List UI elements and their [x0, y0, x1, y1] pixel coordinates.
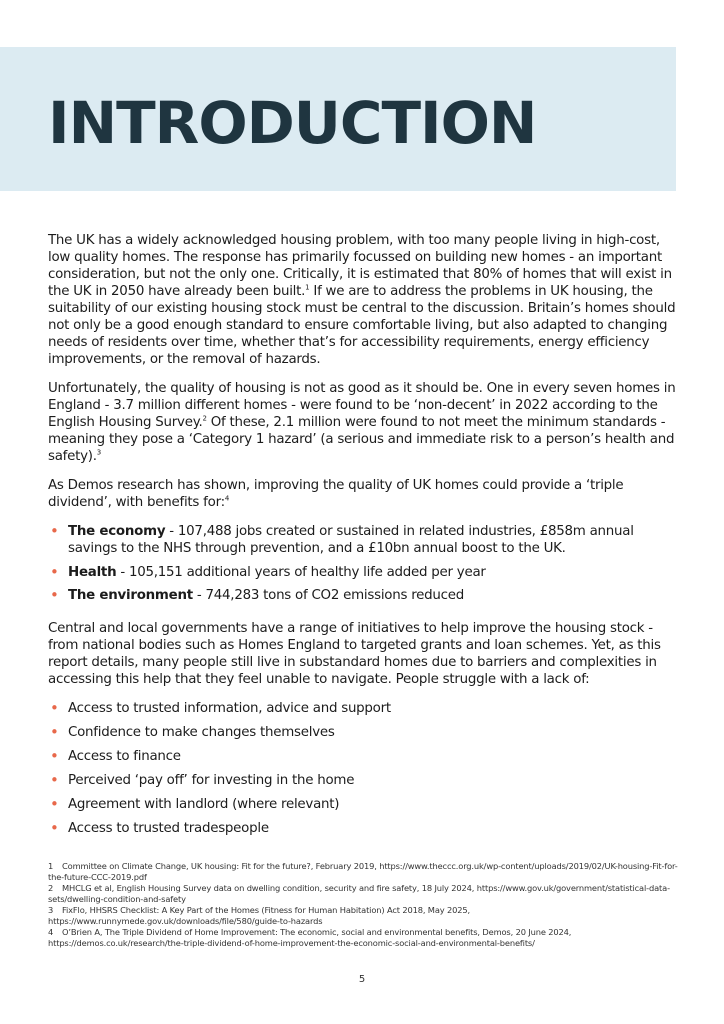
- paragraph-housing-problem: [48, 232, 678, 368]
- footnote-1: [48, 861, 678, 883]
- list-item-text: - 105,151 additional years of healthy life added per year: [116, 564, 486, 580]
- page-number: 5: [358, 974, 366, 985]
- list-item: • Perceived ‘pay off’ for investing in the home: [48, 772, 678, 789]
- footnote-number: 2: [48, 883, 54, 893]
- footnote-ref-1[interactable]: 1: [305, 283, 310, 292]
- footnote-3: [48, 905, 678, 927]
- paragraph-triple-dividend: [48, 477, 678, 511]
- list-item-bold: The environment: [68, 588, 193, 603]
- list-item: • Agreement with landlord (where relevant): [48, 796, 678, 813]
- paragraph-text: Unfortunately, the quality of housing is not as good as it should be. One in every seven homes in England - 3.7 million different homes - were found to be ‘non-decent’ in 2022 according to the English Housing Survey.: [48, 381, 676, 430]
- footnote-number: 4: [48, 927, 54, 937]
- list-item-text: - 744,283 tons of CO2 emissions reduced: [192, 588, 464, 603]
- list-item-bold: Health: [68, 564, 117, 580]
- page-title: INTRODUCTION: [48, 89, 537, 157]
- paragraph-text: The UK has a widely acknowledged housing problem, with too many people living in high-cost, low quality homes. The response has primarily focussed on building new homes - an important consideration, but not the only one. Critically, it is estimated that 80% of homes that will exist in the UK in 2050 have already been built.: [48, 233, 672, 299]
- footnote-text[interactable]: Committee on Climate Change, UK housing: Fit for the future?, February 2019, https://www.theccc.org.uk/wp-content/uploads/2019/02/UK-housing-Fit-for-the-future-CCC-2019.pdf: [48, 861, 678, 882]
- list-item: [48, 523, 678, 557]
- paragraph-text: Of these, 2.1 million were found to not meet the minimum standards - meaning they pose a ‘Category 1 hazard’ (a serious and immediate risk to a person’s health and safety).: [48, 415, 675, 464]
- list-item-text: - 107,488 jobs created or sustained in related industries, £858m annual savings to the NHS through prevention, and a £10bn annual boost to the UK.: [68, 524, 634, 556]
- paragraph-text: Central and local governments have a range of initiatives to help improve the housing stock - from national bodies such as Homes England to targeted grants and loan schemes. Yet, as this report details, many people still live in substandard homes due to barriers and complexities in accessing this help that they feel unable to navigate. People struggle with a lack of:: [48, 621, 661, 687]
- paragraph-government-initiatives: [48, 620, 678, 688]
- list-item: [48, 587, 678, 604]
- footnote-ref-4[interactable]: 4: [224, 494, 230, 503]
- footnote-4: [48, 927, 678, 949]
- list-item: • Access to trusted information, advice and support: [48, 700, 678, 717]
- footnote-number: 1: [48, 861, 54, 871]
- footnote-ref-2[interactable]: 2: [202, 414, 207, 423]
- footnote-number: 3: [48, 905, 54, 915]
- barrier-list: [48, 700, 678, 837]
- footnote-ref-3[interactable]: 3: [96, 448, 102, 457]
- list-item-bold: The economy: [68, 524, 166, 539]
- list-item: • Access to finance: [48, 748, 678, 765]
- list-item: • Access to trusted tradespeople: [48, 820, 678, 837]
- footnote-2: [48, 883, 678, 905]
- paragraph-housing-quality: [48, 380, 678, 465]
- footnote-text[interactable]: O’Brien A, The Triple Dividend of Home Improvement: The economic, social and environmental benefits, Demos, 20 June 2024, https://demos.co.uk/research/the-triple-dividend-of-home-improvement-the-economic-social-and-environmental-benefits/: [48, 927, 572, 948]
- footnote-text[interactable]: FixFlo, HHSRS Checklist: A Key Part of the Homes (Fitness for Human Habitation) Act 2018, May 2025, https://www.runnymede.gov.uk/downloads/file/580/guide-to-hazards: [48, 905, 471, 926]
- list-item: • Confidence to make changes themselves: [48, 724, 678, 741]
- footnotes: [48, 861, 678, 949]
- footnote-text[interactable]: MHCLG et al, English Housing Survey data on dwelling condition, security and fire safety, 18 July 2024, https://www.gov.uk/government/statistical-data-sets/dwelling-condition-and-safety: [48, 883, 670, 904]
- paragraph-text: If we are to address the problems in UK housing, the suitability of our existing housing stock must be central to the discussion. Britain’s homes should not only be a good enough standard to ensure comfortable living, but also adapted to changing needs of residents over time, whether that’s for accessibility requirements, energy efficiency improvements, or the removal of hazards.: [48, 284, 676, 367]
- dividend-list: [48, 523, 678, 604]
- list-item: [48, 564, 678, 581]
- paragraph-text: As Demos research has shown, improving the quality of UK homes could provide a ‘triple dividend’, with benefits for:: [48, 478, 624, 510]
- main-content: [48, 232, 678, 853]
